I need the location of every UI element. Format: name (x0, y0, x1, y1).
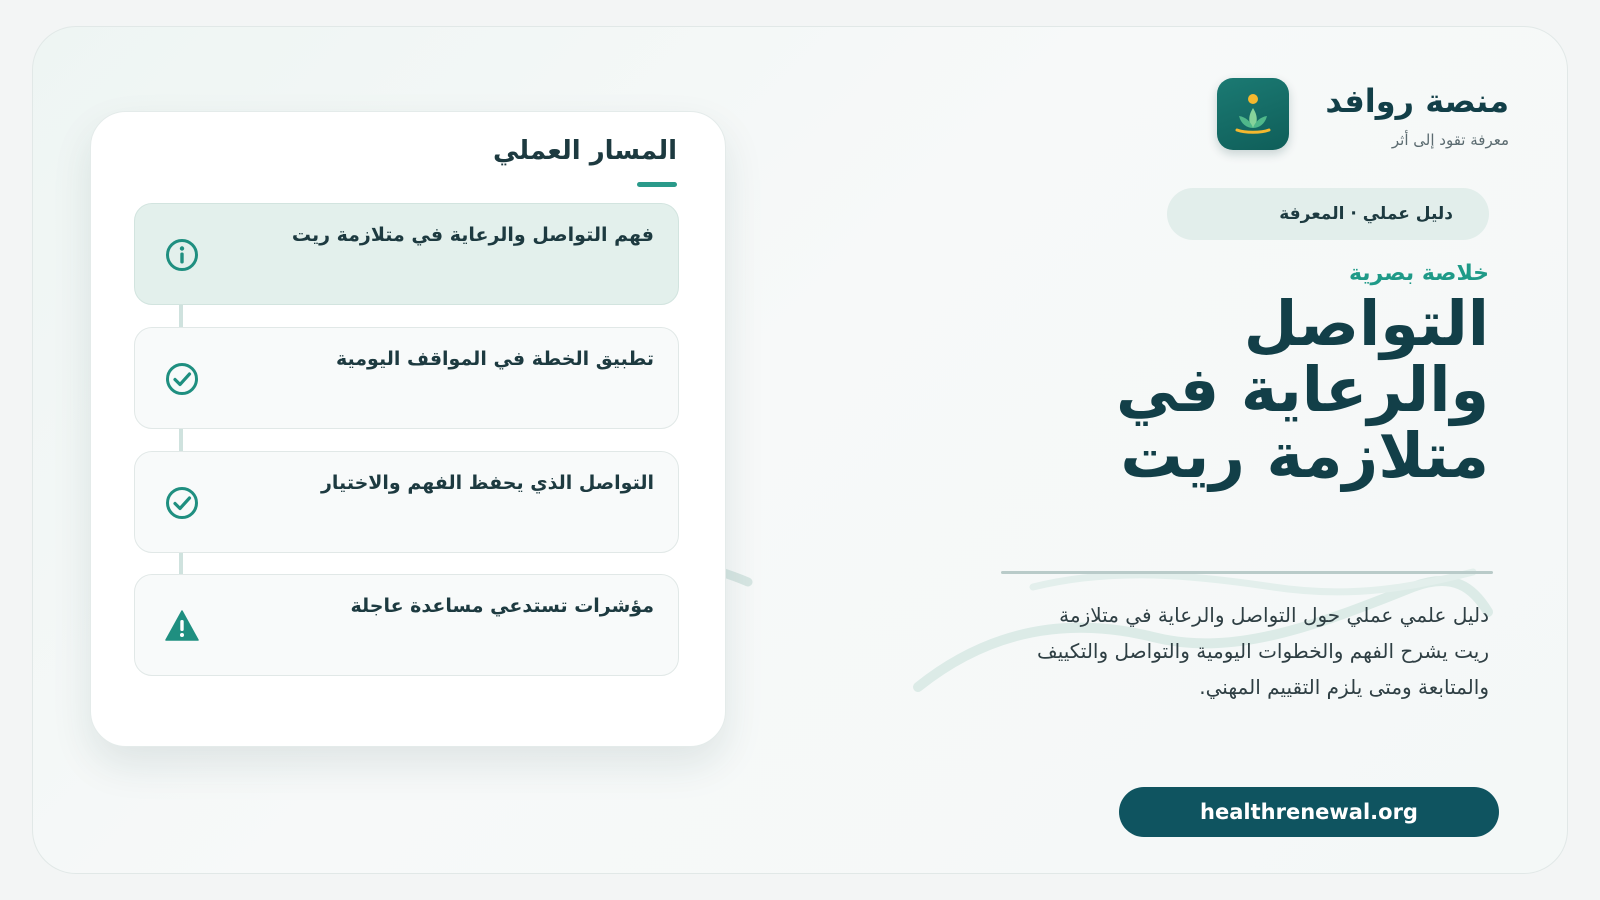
check-circle-icon (165, 486, 199, 520)
brand-header (1217, 78, 1509, 150)
step-label: مؤشرات تستدعي مساعدة عاجلة (350, 595, 654, 617)
category-pill: دليل عملي · المعرفة (1167, 188, 1489, 240)
step-item-4[interactable] (134, 574, 679, 676)
lotus-logo-icon (1217, 78, 1289, 150)
warning-triangle-icon (165, 609, 199, 643)
step-label: التواصل الذي يحفظ الفهم والاختيار (320, 472, 654, 494)
check-circle-icon (165, 362, 199, 396)
step-item-1[interactable] (134, 203, 679, 305)
panel-title-underline (637, 182, 677, 187)
brand-name: منصة روافد (1325, 82, 1509, 120)
brand-text (1325, 79, 1509, 149)
description-text: دليل علمي عملي حول التواصل والرعاية في متلازمة ريت يشرح الفهم والخطوات اليومية والتواصل والتكييف والمتابعة ومتى يلزم التقييم المهني. (1036, 603, 1489, 699)
title-line-3: متلازمة ريت (1120, 419, 1489, 492)
panel-title: المسار العملي (492, 136, 677, 166)
brand-tagline: معرفة تقود إلى أثر (1391, 131, 1509, 149)
step-item-2[interactable] (134, 327, 679, 429)
page-title (969, 287, 1489, 492)
divider (1001, 571, 1493, 574)
title-line-1: التواصل (1243, 287, 1489, 360)
timeline-connector (179, 272, 183, 612)
step-item-3[interactable] (134, 451, 679, 553)
title-line-2: والرعاية في (1115, 353, 1489, 426)
eyebrow-label: خلاصة بصرية (1348, 261, 1489, 286)
step-label: تطبيق الخطة في المواقف اليومية (335, 348, 654, 370)
website-link-button[interactable]: healthrenewal.org (1119, 787, 1499, 837)
step-label: فهم التواصل والرعاية في متلازمة ريت (291, 224, 654, 246)
info-circle-icon (165, 238, 199, 272)
practical-path-panel (90, 111, 726, 747)
hero-card (32, 26, 1568, 874)
